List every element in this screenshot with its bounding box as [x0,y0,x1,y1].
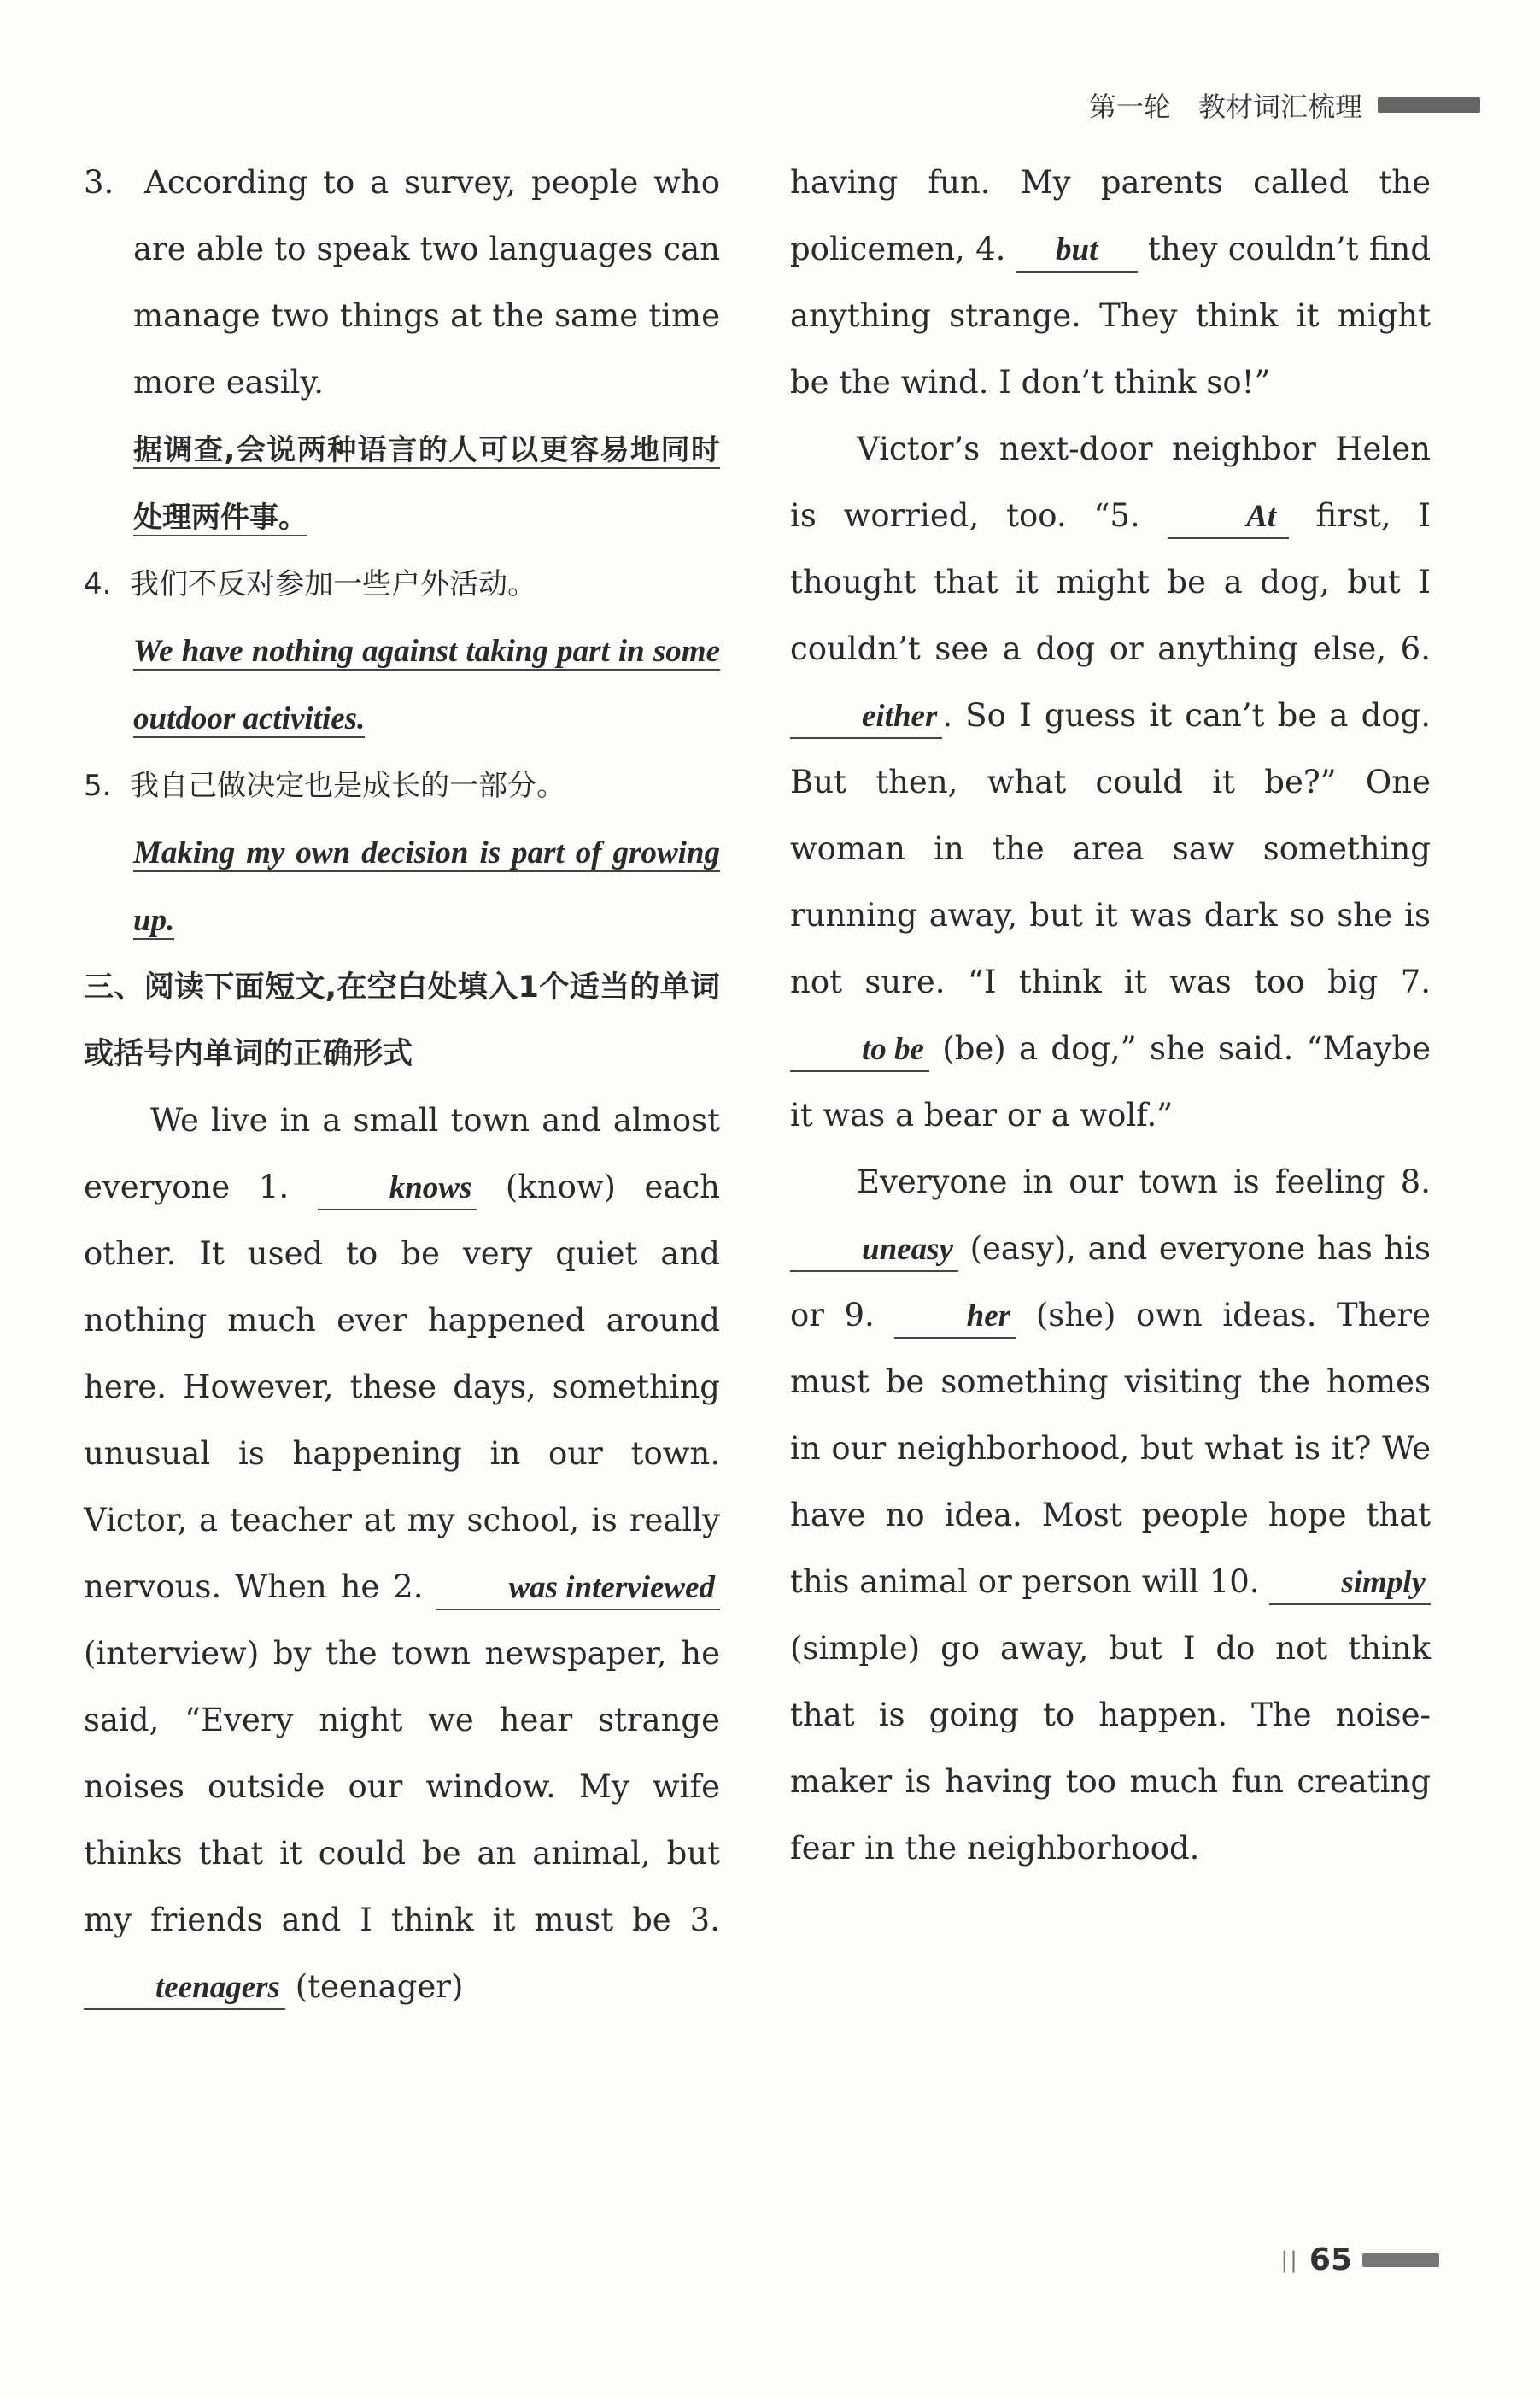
header-bar [1378,97,1480,113]
answer-blank-6: either [790,696,942,739]
left-column [84,149,720,2020]
answer-blank-8: uneasy [790,1229,958,1272]
right-column [790,149,1431,1882]
answer-blank-9: her [894,1296,1016,1339]
question-5-number: 5. [84,769,112,803]
question-4-answer [84,618,720,753]
passage-paragraph-1 [84,1087,720,2020]
passage-text: they couldn’t find anything strange. They think it might be the wind. I don’t think so!” [790,231,1432,401]
answer-blank-3: teenagers [84,1967,285,2010]
passage-text: (interview) by the town newspaper, he said, “Every night we hear strange noises outside our window. My wife thinks that it could be an animal, but my friends and I think it must be 3. [84,1635,720,1938]
question-4-text: 我们不反对参加一些户外活动。 [130,567,537,601]
answer-blank-5: At [1168,496,1289,539]
passage-paragraph-3 [790,1149,1431,1882]
question-5-text: 我自己做决定也是成长的一部分。 [130,769,566,803]
question-3-answer-text: 据调查,会说两种语言的人可以更容易地同时处理两件事。 [133,433,720,535]
answer-blank-1: knows [318,1168,477,1210]
page-number: 65 [1309,2242,1352,2277]
footer-ticks: || [1280,2247,1299,2273]
question-3 [84,149,720,416]
answer-blank-4: but [1016,230,1138,273]
question-3-answer [84,416,720,551]
question-5 [84,753,720,819]
passage-text: Victor’s next-door neighbor Helen is worried, too. “5. [790,431,1431,534]
question-4-number: 4. [84,567,112,601]
section-title: 三、阅读下面短文,在空白处填入1个适当的单词或括号内单词的正确形式 [84,970,720,1071]
passage-text: (know) each other. It used to be very quiet and nothing much ever happened around here. However, these days, something unusual is happening in our town. Victor, a teacher at my school, is really nervous. When he 2. [84,1169,721,1605]
question-5-answer-text: Making my own decision is part of growing up. [133,835,720,938]
running-header [1089,85,1480,125]
passage-text: having fun. My parents called the policemen, 4. [790,164,1431,267]
question-5-answer [84,819,720,954]
question-4 [84,551,720,618]
passage-text: first, I thought that it might be a dog, but I couldn’t see a dog or anything else, 6. [790,497,1431,667]
passage-text: . So I guess it can’t be a dog. But then, what could it be?” One woman in the area saw something running away, but it was dark so she is not sure. “I think it was too big 7. [790,697,1431,1000]
question-3-text: According to a survey, people who are able to speak two languages can manage two things at the same time more easily. [133,164,720,401]
passage-text: (she) own ideas. There must be something visiting the homes in our neighborhood, but what is it? We have no idea. Most people hope that this animal or person will 10. [790,1297,1432,1600]
passage-text: We live in a small town and almost everyone 1. [84,1102,720,1205]
passage-text: Everyone in our town is feeling 8. [857,1163,1431,1200]
page-footer [1280,2242,1439,2277]
answer-blank-10: simply [1269,1562,1431,1605]
footer-bar [1362,2253,1439,2267]
answer-blank-2: was interviewed [436,1568,720,1610]
answer-blank-7: to be [790,1029,929,1072]
passage-text: (be) a dog,” she said. “Maybe it was a bear or a wolf.” [790,1030,1431,1134]
header-title: 第一轮 教材词汇梳理 [1088,91,1362,123]
passage-paragraph-2 [790,416,1431,1149]
question-4-answer-text: We have nothing against taking part in some outdoor activities. [133,634,720,736]
question-3-number: 3. [84,164,114,201]
passage-text: (easy), and everyone has his or 9. [790,1230,1431,1333]
passage-text: (simple) go away, but I do not think that is going to happen. The noise-maker is having too much fun creating fear in the neighborhood. [790,1630,1431,1867]
passage-text: (teenager) [295,1968,464,2005]
passage-paragraph-1-cont [790,149,1431,416]
